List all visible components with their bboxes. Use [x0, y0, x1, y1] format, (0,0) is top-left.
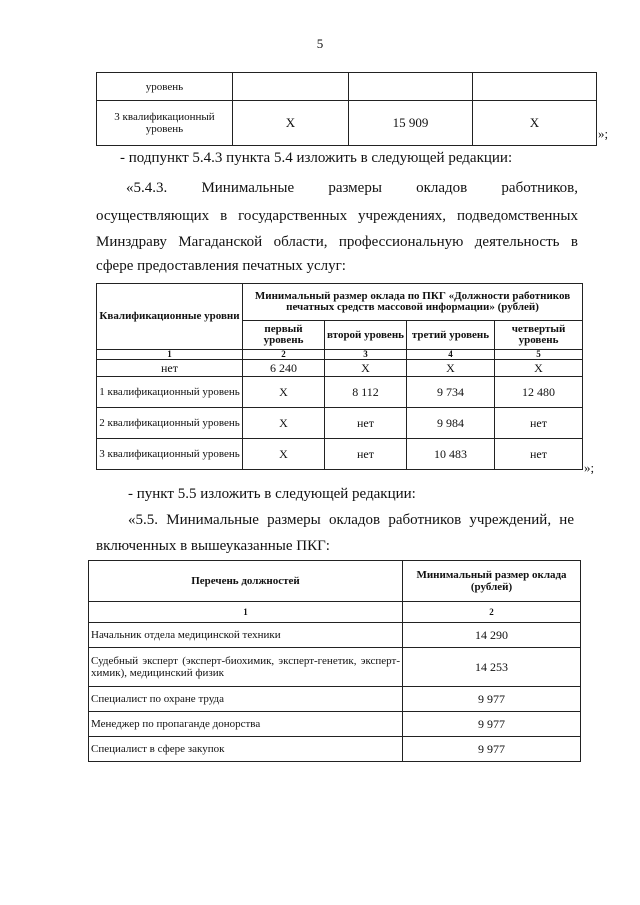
value-cell: Х [473, 101, 597, 146]
paragraph-55-line: включенных в вышеуказанные ПКГ: [96, 538, 330, 554]
level-cell: 3 квалификационный уровень [97, 439, 243, 470]
position-name: Специалист по охране труда [89, 687, 403, 712]
value-cell: Х [243, 408, 325, 439]
value-cell: нет [325, 408, 407, 439]
salary-value: 9 977 [403, 687, 581, 712]
value-cell: нет [495, 408, 583, 439]
table-row [89, 623, 581, 648]
subpoint-instruction: - подпункт 5.4.3 пункта 5.4 изложить в следующей редакции: [120, 150, 513, 166]
paragraph-543-line: Минздраву Магаданской области, профессиональную деятельность в [96, 234, 578, 250]
salary-value: 14 290 [403, 623, 581, 648]
column-number: 4 [407, 350, 495, 360]
salary-value: 9 977 [403, 712, 581, 737]
level-cell: 2 квалификационный уровень [97, 408, 243, 439]
other-positions-salary-table [88, 560, 581, 762]
printing-staff-salary-table [96, 283, 583, 470]
value-cell: 8 112 [325, 377, 407, 408]
value-cell: Х [233, 101, 349, 146]
column-header-level: третий уровень [407, 321, 495, 350]
position-name: Судебный эксперт (эксперт-биохимик, эксперт-генетик, эксперт-химик), медицинский физик [89, 648, 403, 687]
position-name: Начальник отдела медицинской техники [89, 623, 403, 648]
column-number: 1 [97, 350, 243, 360]
table-row [97, 360, 583, 377]
value-cell: 6 240 [243, 360, 325, 377]
table-row [97, 101, 597, 146]
salary-table-continued [96, 72, 597, 146]
position-name: Менеджер по пропаганде донорства [89, 712, 403, 737]
level-cell: уровень [97, 73, 233, 101]
column-header-group: Минимальный размер оклада по ПКГ «Должности работников печатных средств массовой информации» (рублей) [243, 284, 583, 321]
column-header-level: четвертый уровень [495, 321, 583, 350]
position-name: Специалист в сфере закупок [89, 737, 403, 762]
level-cell: нет [97, 360, 243, 377]
value-cell: нет [325, 439, 407, 470]
value-cell: 9 984 [407, 408, 495, 439]
column-number: 3 [325, 350, 407, 360]
table-row [97, 408, 583, 439]
column-header-positions: Перечень должностей [89, 561, 403, 602]
table-row [89, 687, 581, 712]
column-number: 2 [243, 350, 325, 360]
salary-value: 9 977 [403, 737, 581, 762]
paragraph-543-line: осуществляющих в государственных учреждениях, подведомственных [96, 208, 578, 224]
salary-value: 14 253 [403, 648, 581, 687]
value-cell [233, 73, 349, 101]
paragraph-55-line: «5.5. Минимальные размеры окладов работников учреждений, не [128, 512, 574, 528]
value-cell: 9 734 [407, 377, 495, 408]
column-header-salary: Минимальный размер оклада (рублей) [403, 561, 581, 602]
value-cell: 15 909 [349, 101, 473, 146]
table-row [89, 712, 581, 737]
value-cell [349, 73, 473, 101]
column-number: 2 [403, 602, 581, 623]
column-header-level: второй уровень [325, 321, 407, 350]
level-cell: 1 квалификационный уровень [97, 377, 243, 408]
value-cell: Х [243, 377, 325, 408]
point-instruction: - пункт 5.5 изложить в следующей редакции: [128, 486, 416, 502]
value-cell: нет [495, 439, 583, 470]
table-row [89, 737, 581, 762]
table-row [97, 73, 597, 101]
level-cell: 3 квалификационный уровень [97, 101, 233, 146]
table-row [89, 648, 581, 687]
value-cell: Х [243, 439, 325, 470]
value-cell [473, 73, 597, 101]
closing-quote: »; [584, 460, 595, 475]
paragraph-543-line: «5.4.3. Минимальные размеры окладов работников, [126, 180, 578, 196]
column-number: 1 [89, 602, 403, 623]
column-header-level: первый уровень [243, 321, 325, 350]
page-number: 5 [316, 36, 324, 51]
value-cell: 12 480 [495, 377, 583, 408]
column-number: 5 [495, 350, 583, 360]
value-cell: Х [325, 360, 407, 377]
column-header-qualification: Квалификационные уровни [97, 284, 243, 350]
value-cell: Х [495, 360, 583, 377]
table-row [97, 377, 583, 408]
value-cell: Х [407, 360, 495, 377]
table-row [97, 439, 583, 470]
value-cell: 10 483 [407, 439, 495, 470]
closing-quote: »; [598, 126, 609, 141]
paragraph-543-line: сфере предоставления печатных услуг: [96, 258, 346, 274]
